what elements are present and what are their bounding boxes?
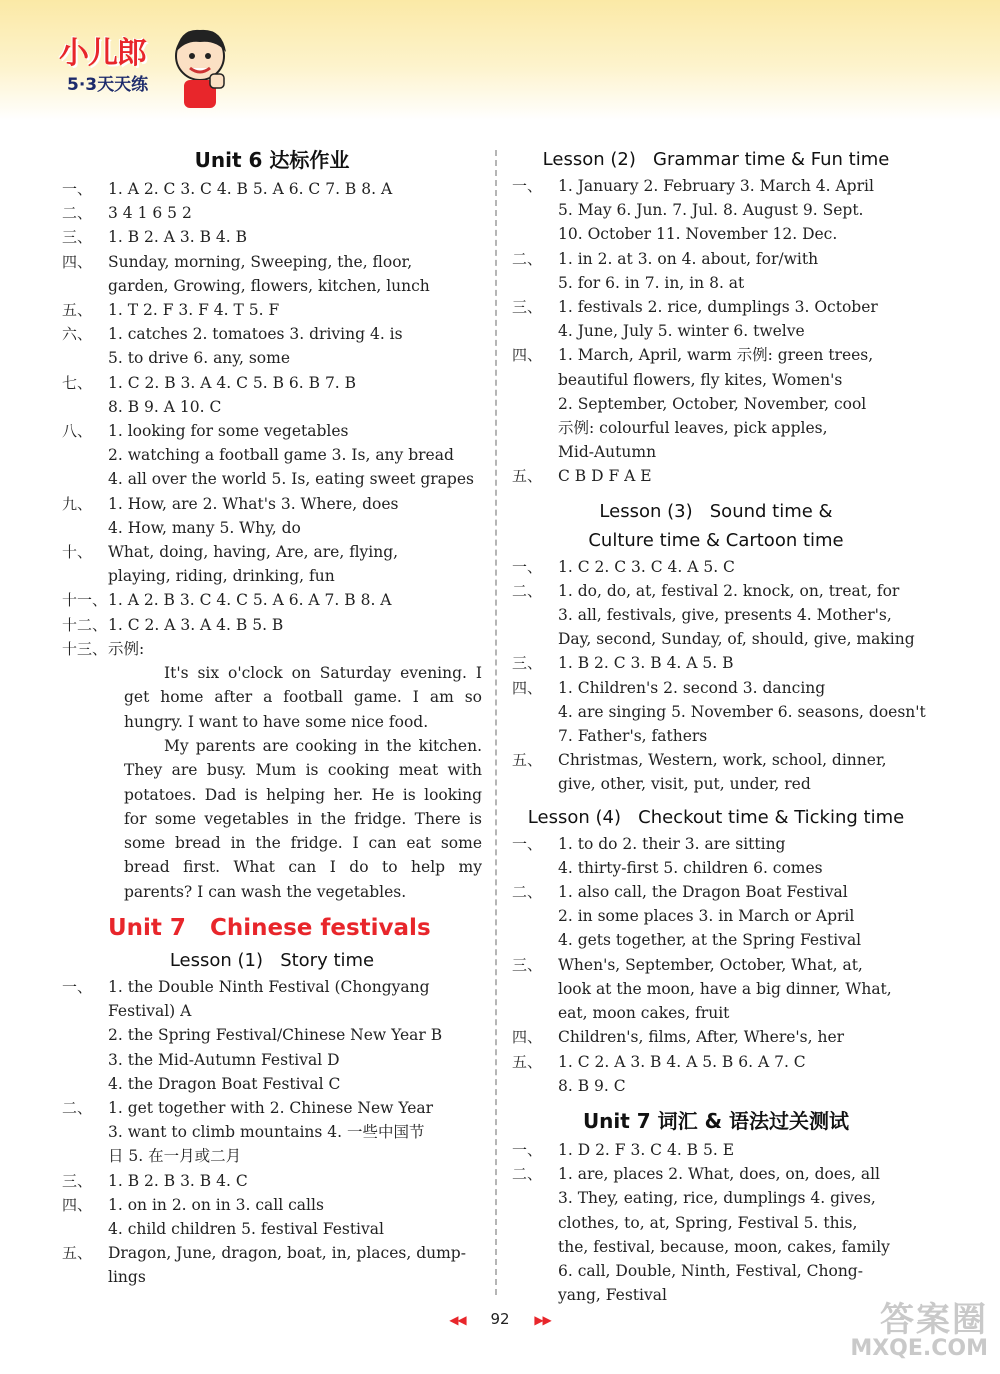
answer-content bbox=[558, 579, 920, 652]
question-number: 三、 bbox=[512, 955, 543, 974]
lesson2-title: Lesson (2) Grammar time & Fun time bbox=[542, 149, 890, 170]
answer-line: 1. C 2. A 3. A 4. B 5. B bbox=[108, 615, 284, 634]
answer-row bbox=[62, 322, 482, 370]
answer-line: 1. do, do, at, festival 2. knock, on, treat, for bbox=[558, 581, 900, 600]
answer-line: eat, moon cakes, fruit bbox=[558, 1004, 730, 1023]
answer-row bbox=[62, 540, 482, 588]
answer-row bbox=[512, 832, 920, 880]
lesson1-answers bbox=[62, 975, 482, 1290]
question-number: 二、 bbox=[62, 1099, 93, 1118]
essay-sample bbox=[62, 661, 482, 904]
lesson1-title: Lesson (1) Story time bbox=[169, 950, 375, 972]
question-number: 七、 bbox=[62, 373, 93, 392]
answer-line: lings bbox=[108, 1268, 146, 1287]
answer-line: 1. A 2. B 3. C 4. C 5. A 6. A 7. B 8. A bbox=[108, 591, 392, 610]
lesson4-title: Lesson (4) Checkout time & Ticking time bbox=[527, 806, 905, 828]
answer-line: 1. Children's 2. second 3. dancing bbox=[558, 678, 826, 697]
question-number: 五、 bbox=[512, 751, 543, 770]
answer-line: 日 5. 在一月或二月 bbox=[108, 1147, 242, 1166]
answer-line: 4. the Dragon Boat Festival C bbox=[108, 1074, 341, 1093]
question-number: 五、 bbox=[512, 467, 543, 486]
answer-row bbox=[512, 295, 920, 343]
question-number: 二、 bbox=[62, 204, 93, 223]
answer-row bbox=[512, 880, 920, 953]
watermark-en: MXQE.COM bbox=[850, 1336, 988, 1361]
answer-content bbox=[558, 953, 920, 1026]
answer-content bbox=[108, 637, 482, 661]
answer-row bbox=[512, 1025, 920, 1049]
answer-line: 2. September, October, November, cool bbox=[558, 394, 867, 413]
answer-line: 6. call, Double, Ninth, Festival, Chong- bbox=[558, 1261, 863, 1280]
answer-row bbox=[512, 1138, 920, 1162]
answer-line: 3. want to climb mountains 4. 一些中国节 bbox=[108, 1123, 425, 1142]
answer-row bbox=[62, 1241, 482, 1289]
question-number: 十三、 bbox=[62, 639, 108, 658]
question-number: 十二、 bbox=[62, 615, 108, 634]
answer-line: 5. May 6. Jun. 7. Jul. 8. August 9. Sept. bbox=[558, 201, 864, 220]
answer-row bbox=[62, 492, 482, 540]
answer-content bbox=[558, 295, 920, 343]
page-number: 92 bbox=[490, 1310, 510, 1328]
unit7-title: Unit 7 Chinese festivals bbox=[108, 915, 431, 942]
answer-row bbox=[512, 464, 920, 488]
answer-row bbox=[62, 177, 482, 201]
question-number: 一、 bbox=[512, 177, 543, 195]
lesson3-title-line2: Culture time & Cartoon time bbox=[588, 529, 844, 551]
question-number: 三、 bbox=[62, 228, 93, 247]
answer-content bbox=[108, 225, 482, 249]
answer-line: Dragon, June, dragon, boat, in, places, dump- bbox=[108, 1244, 466, 1263]
answer-content bbox=[558, 555, 920, 579]
answer-content bbox=[558, 651, 920, 675]
prev-arrows-icon: ◀◀ bbox=[449, 1313, 466, 1327]
answer-line: clothes, to, at, Spring, Festival 5. this, bbox=[558, 1213, 858, 1232]
answer-line: 2. watching a football game 3. Is, any bread bbox=[108, 446, 454, 465]
answer-row bbox=[62, 1169, 482, 1193]
left-column bbox=[62, 145, 482, 1290]
lesson2-answers bbox=[512, 174, 920, 489]
answer-line: 3. the Mid-Autumn Festival D bbox=[108, 1050, 340, 1069]
question-number: 一、 bbox=[512, 834, 543, 853]
answer-line: 8. B 9. C bbox=[558, 1076, 626, 1095]
answer-content bbox=[558, 1025, 920, 1049]
answer-line: 1. January 2. February 3. March 4. April bbox=[558, 177, 874, 195]
answer-row bbox=[62, 225, 482, 249]
answer-content bbox=[558, 1138, 920, 1162]
answer-line: 1. B 2. C 3. B 4. A 5. B bbox=[558, 654, 734, 673]
answer-content bbox=[108, 1241, 482, 1289]
answer-line: What, doing, having, Are, are, flying, bbox=[108, 543, 399, 562]
column-divider bbox=[495, 150, 497, 1295]
logo-title: 小儿郎 bbox=[59, 36, 146, 71]
lesson4-answers bbox=[512, 832, 920, 1098]
answer-line: the, festival, because, moon, cakes, family bbox=[558, 1237, 890, 1256]
answer-content bbox=[108, 201, 482, 225]
answer-content bbox=[558, 1162, 920, 1307]
question-number: 一、 bbox=[512, 1140, 543, 1159]
question-number: 五、 bbox=[512, 1052, 543, 1071]
answer-line: 2. the Spring Festival/Chinese New Year B bbox=[108, 1026, 443, 1045]
answer-row bbox=[62, 588, 482, 612]
answer-line: 1. A 2. C 3. C 4. B 5. A 6. C 7. B 8. A bbox=[108, 180, 393, 198]
question-number: 一、 bbox=[62, 978, 93, 997]
answer-line: give, other, visit, put, under, red bbox=[558, 775, 811, 794]
answer-row bbox=[62, 1193, 482, 1241]
answer-row bbox=[62, 371, 482, 419]
answer-content bbox=[558, 832, 920, 880]
essay-paragraph: It's six o'clock on Saturday evening. I get home after a football game. I am so hungry. I want to have some nice food. bbox=[124, 664, 482, 731]
answer-row bbox=[62, 975, 482, 1096]
answer-row bbox=[512, 1162, 920, 1307]
answer-line: 1. T 2. F 3. F 4. T 5. F bbox=[108, 301, 280, 320]
answer-content bbox=[108, 613, 482, 637]
lesson3-title-line1: Lesson (3) Sound time & bbox=[599, 500, 833, 522]
question-number: 五、 bbox=[62, 301, 93, 320]
answer-line: yang, Festival bbox=[558, 1286, 667, 1305]
answer-row bbox=[62, 298, 482, 322]
question-number: 三、 bbox=[512, 298, 543, 317]
watermark bbox=[822, 1292, 992, 1364]
answer-line: When's, September, October, What, at, bbox=[558, 955, 863, 974]
question-number: 六、 bbox=[62, 325, 93, 344]
answer-line: 4. How, many 5. Why, do bbox=[108, 518, 301, 537]
question-number: 二、 bbox=[512, 883, 543, 902]
answer-line: beautiful flowers, fly kites, Women's bbox=[558, 370, 843, 389]
answer-line: 1. also call, the Dragon Boat Festival bbox=[558, 883, 848, 902]
answer-content bbox=[108, 1096, 482, 1169]
answer-content bbox=[558, 676, 926, 749]
question-number: 二、 bbox=[512, 1165, 543, 1184]
answer-line: 1. looking for some vegetables bbox=[108, 422, 349, 441]
publisher-logo bbox=[45, 20, 235, 110]
answer-content bbox=[108, 540, 482, 588]
answer-line: 1. in 2. at 3. on 4. about, for/with bbox=[558, 249, 819, 268]
answer-line: Sunday, morning, Sweeping, the, floor, bbox=[108, 252, 413, 271]
answer-line: 1. festivals 2. rice, dumplings 3. October bbox=[558, 298, 878, 317]
answer-content bbox=[558, 464, 920, 488]
answer-content bbox=[108, 250, 482, 298]
question-number: 九、 bbox=[62, 494, 93, 513]
answer-line: 2. in some places 3. in March or April bbox=[558, 907, 855, 926]
answer-line: 1. C 2. C 3. C 4. A 5. C bbox=[558, 557, 735, 576]
answer-content bbox=[108, 298, 482, 322]
question-number: 五、 bbox=[62, 1244, 93, 1263]
question-number: 四、 bbox=[62, 1195, 93, 1214]
answer-line: 1. B 2. B 3. B 4. C bbox=[108, 1171, 248, 1190]
answer-row bbox=[512, 555, 920, 579]
answer-content bbox=[558, 247, 920, 295]
answer-content bbox=[558, 748, 920, 796]
answer-row bbox=[512, 1050, 920, 1098]
answer-line: Mid-Autumn bbox=[558, 443, 657, 462]
answer-row bbox=[512, 247, 920, 295]
answer-content bbox=[108, 419, 482, 492]
answer-content bbox=[108, 177, 482, 201]
answer-row bbox=[62, 250, 482, 298]
answer-line: garden, Growing, flowers, kitchen, lunch bbox=[108, 276, 430, 295]
question-number: 四、 bbox=[512, 1028, 543, 1047]
answer-row bbox=[512, 174, 920, 247]
answer-line: Children's, films, After, Where's, her bbox=[558, 1028, 845, 1047]
answer-content bbox=[108, 1193, 482, 1241]
question-number: 十、 bbox=[62, 543, 93, 562]
answer-content bbox=[558, 880, 920, 953]
answer-line: 4. gets together, at the Spring Festival bbox=[558, 931, 862, 950]
answer-line: 3. They, eating, rice, dumplings 4. gives, bbox=[558, 1189, 876, 1208]
answer-line: 1. to do 2. their 3. are sitting bbox=[558, 834, 786, 853]
answer-content bbox=[558, 174, 920, 247]
answer-line: look at the moon, have a big dinner, What, bbox=[558, 979, 892, 998]
answer-line: 1. C 2. B 3. A 4. C 5. B 6. B 7. B bbox=[108, 373, 357, 392]
answer-line: 1. on in 2. on in 3. call calls bbox=[108, 1195, 324, 1214]
answer-line: 5. to drive 6. any, some bbox=[108, 349, 290, 368]
answer-line: Christmas, Western, work, school, dinner, bbox=[558, 751, 887, 770]
answer-row bbox=[512, 748, 920, 796]
answer-row bbox=[62, 419, 482, 492]
answer-line: Day, second, Sunday, of, should, give, making bbox=[558, 630, 915, 649]
answer-line: 4. all over the world 5. Is, eating sweet grapes bbox=[108, 470, 474, 489]
answer-line: playing, riding, drinking, fun bbox=[108, 567, 335, 586]
answer-content bbox=[108, 492, 482, 540]
answer-line: 1. get together with 2. Chinese New Year bbox=[108, 1099, 434, 1118]
question-number: 四、 bbox=[62, 252, 93, 271]
answer-content bbox=[108, 371, 482, 419]
answer-row bbox=[62, 613, 482, 637]
answer-line: 3. all, festivals, give, presents 4. Mother's, bbox=[558, 606, 892, 625]
unit6-answers bbox=[62, 177, 482, 661]
watermark-cn: 答案圈 bbox=[880, 1300, 988, 1340]
answer-line: C B D F A E bbox=[558, 467, 652, 486]
answer-line: 1. D 2. F 3. C 4. B 5. E bbox=[558, 1140, 735, 1159]
answer-row bbox=[62, 1096, 482, 1169]
right-column bbox=[512, 145, 926, 1307]
question-number: 十一、 bbox=[62, 591, 108, 610]
answer-row bbox=[62, 201, 482, 225]
logo-subtitle: 5·3天天练 bbox=[67, 75, 149, 95]
answer-line: 1. catches 2. tomatoes 3. driving 4. is bbox=[108, 325, 403, 344]
answer-line: 4. thirty-first 5. children 6. comes bbox=[558, 858, 823, 877]
question-number: 四、 bbox=[512, 346, 543, 365]
answer-line: 4. child children 5. festival Festival bbox=[108, 1220, 384, 1239]
answer-line: 1. the Double Ninth Festival (Chongyang bbox=[108, 978, 430, 997]
essay-paragraph: My parents are cooking in the kitchen. They are busy. Mum is cooking meat with potatoes. Dad is helping her. He is looking for some vegetables in the fridge. There is some bread in the fridge. I can eat some bread first. What can I do to help my parents? I can wash the vegetables. bbox=[124, 736, 482, 901]
question-number: 四、 bbox=[512, 678, 543, 697]
answer-content bbox=[558, 1050, 920, 1098]
answer-line: 1. are, places 2. What, does, on, does, all bbox=[558, 1165, 880, 1184]
answer-line: 8. B 9. A 10. C bbox=[108, 397, 222, 416]
answer-row bbox=[512, 579, 920, 652]
answer-row bbox=[512, 953, 920, 1026]
answer-line: 1. C 2. A 3. B 4. A 5. B 6. A 7. C bbox=[558, 1052, 806, 1071]
question-number: 一、 bbox=[512, 557, 543, 576]
unit6-title: Unit 6 达标作业 bbox=[194, 148, 350, 172]
answer-content bbox=[108, 1169, 482, 1193]
answer-content bbox=[108, 322, 482, 370]
question-number: 二、 bbox=[512, 581, 543, 600]
answer-row bbox=[512, 651, 920, 675]
answer-line: 1. How, are 2. What's 3. Where, does bbox=[108, 494, 399, 513]
question-number: 二、 bbox=[512, 249, 543, 268]
question-number: 三、 bbox=[62, 1171, 93, 1190]
next-arrows-icon: ▶▶ bbox=[534, 1313, 551, 1327]
unit7-test-answers bbox=[512, 1138, 920, 1307]
answer-row bbox=[512, 676, 926, 749]
answer-row bbox=[62, 637, 482, 661]
lesson3-answers bbox=[512, 555, 926, 797]
answer-content bbox=[108, 588, 482, 612]
answer-line: 5. for 6. in 7. in, in 8. at bbox=[558, 273, 745, 292]
mascot-boy-icon bbox=[170, 22, 232, 112]
question-number: 八、 bbox=[62, 422, 93, 441]
answer-line: 4. June, July 5. winter 6. twelve bbox=[558, 322, 805, 341]
answer-row bbox=[512, 343, 920, 464]
answer-line: 7. Father's, fathers bbox=[558, 727, 708, 746]
answer-line: 3 4 1 6 5 2 bbox=[108, 204, 192, 223]
answer-line: 1. March, April, warm 示例: green trees, bbox=[558, 346, 874, 365]
answer-line: 1. B 2. A 3. B 4. B bbox=[108, 228, 248, 247]
question-number: 三、 bbox=[512, 654, 543, 673]
answer-line: 示例: bbox=[108, 639, 145, 658]
answer-line: 10. October 11. November 12. Dec. bbox=[558, 225, 838, 244]
unit7-test-title: Unit 7 词汇 & 语法过关测试 bbox=[582, 1108, 850, 1133]
answer-line: Festival) A bbox=[108, 1002, 192, 1021]
answer-content bbox=[108, 975, 482, 1096]
answer-line: 示例: colourful leaves, pick apples, bbox=[558, 419, 828, 438]
question-number: 一、 bbox=[62, 180, 93, 198]
answer-line: 4. are singing 5. November 6. seasons, doesn't bbox=[558, 702, 926, 721]
answer-content bbox=[558, 343, 920, 464]
